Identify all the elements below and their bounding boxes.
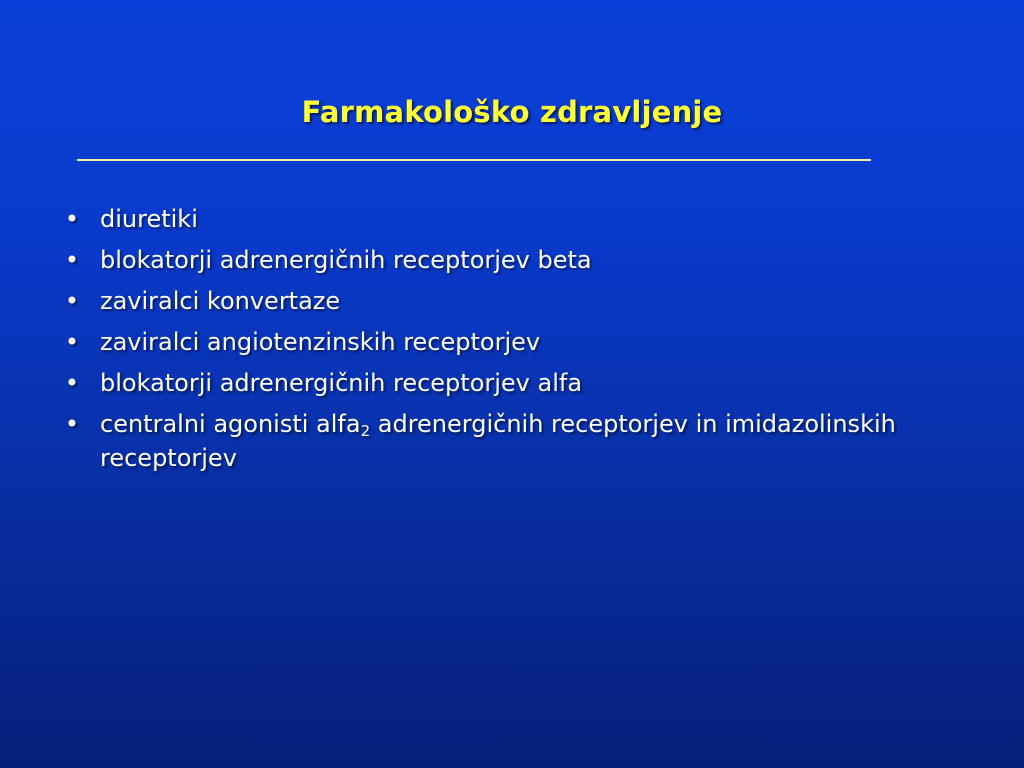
bullet-subscript: 2: [360, 422, 371, 440]
bullet-item-beta-blockers: [62, 243, 962, 277]
bullet-text: [100, 410, 896, 472]
bullet-item-central-agonists: [62, 407, 962, 475]
bullet-item-arbs: [62, 325, 962, 359]
bullet-item-ace-inhibitors: [62, 284, 962, 318]
bullet-icon: •: [64, 205, 80, 233]
bullet-list: [62, 202, 962, 482]
bullet-text: blokatorji adrenergičnih receptorjev alfa: [100, 369, 583, 397]
title-divider: [77, 159, 871, 161]
slide-title: Farmakološko zdravljenje: [301, 95, 723, 129]
bullet-icon: •: [64, 369, 80, 397]
bullet-text: zaviralci angiotenzinskih receptorjev: [100, 328, 541, 356]
bullet-icon: •: [64, 328, 80, 356]
bullet-text-after: adrenergičnih receptorjev in imidazolinskih receptorjev: [100, 410, 896, 472]
bullet-text: diuretiki: [100, 205, 198, 233]
bullet-item-alpha-blockers: [62, 366, 962, 400]
bullet-text-before: centralni agonisti alfa: [100, 410, 361, 438]
bullet-text: zaviralci konvertaze: [100, 287, 341, 315]
bullet-item-diuretics: [62, 202, 962, 236]
bullet-icon: •: [64, 246, 80, 274]
bullet-icon: •: [64, 287, 80, 315]
bullet-text: blokatorji adrenergičnih receptorjev beta: [100, 246, 592, 274]
bullet-icon: •: [64, 410, 80, 438]
